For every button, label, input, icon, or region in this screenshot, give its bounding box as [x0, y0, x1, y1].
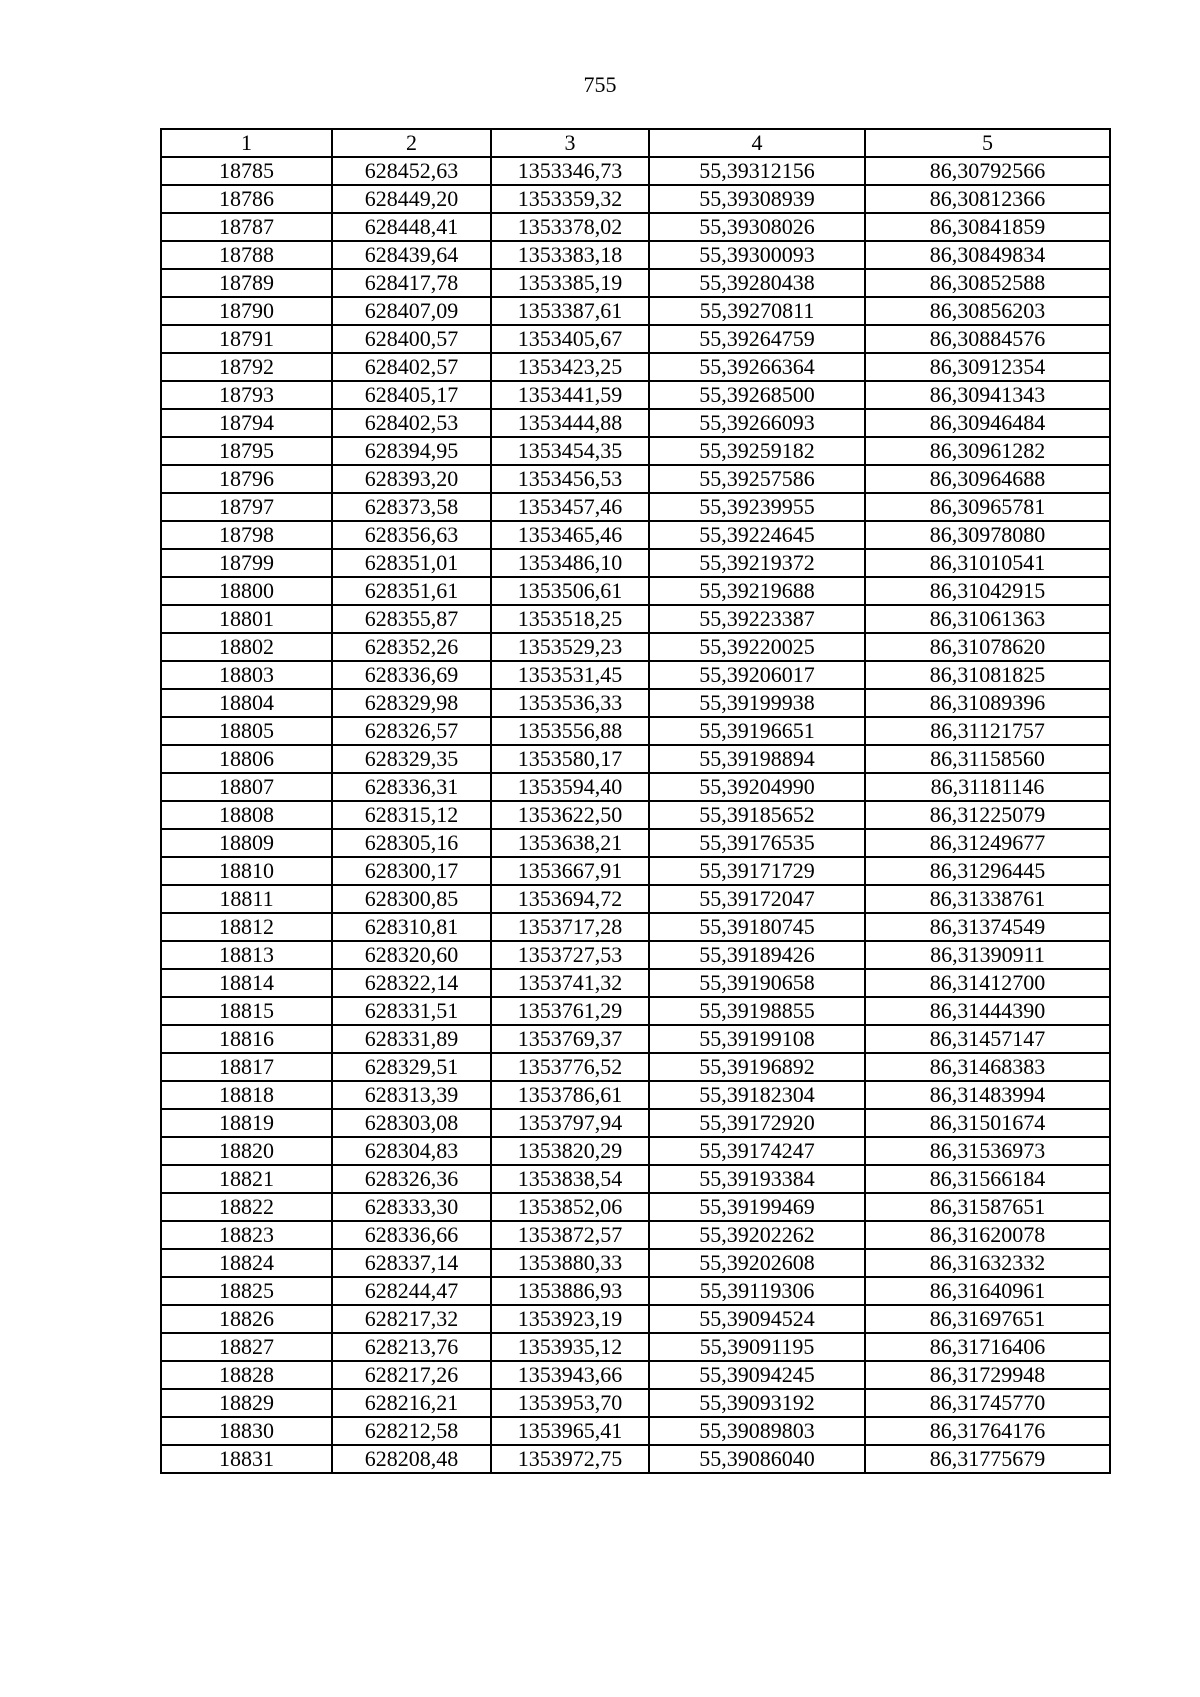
table-row: [161, 157, 1110, 185]
cell-longitude: 86,31158560: [865, 745, 1110, 773]
cell-longitude: 86,31729948: [865, 1361, 1110, 1389]
cell-latitude: 55,39259182: [649, 437, 865, 465]
table-row: [161, 437, 1110, 465]
cell-latitude: 55,39264759: [649, 325, 865, 353]
cell-longitude: 86,30941343: [865, 381, 1110, 409]
cell-longitude: 86,31716406: [865, 1333, 1110, 1361]
table-row: [161, 1193, 1110, 1221]
cell-x: 628208,48: [332, 1445, 491, 1473]
cell-latitude: 55,39224645: [649, 521, 865, 549]
cell-latitude: 55,39189426: [649, 941, 865, 969]
table-row: [161, 1165, 1110, 1193]
cell-y: 1353536,33: [491, 689, 649, 717]
cell-point-number: 18828: [161, 1361, 332, 1389]
cell-y: 1353441,59: [491, 381, 649, 409]
cell-point-number: 18821: [161, 1165, 332, 1193]
cell-y: 1353786,61: [491, 1081, 649, 1109]
cell-point-number: 18830: [161, 1417, 332, 1445]
cell-x: 628244,47: [332, 1277, 491, 1305]
cell-latitude: 55,39239955: [649, 493, 865, 521]
cell-point-number: 18818: [161, 1081, 332, 1109]
cell-longitude: 86,31587651: [865, 1193, 1110, 1221]
cell-point-number: 18787: [161, 213, 332, 241]
table-row: [161, 857, 1110, 885]
cell-x: 628326,36: [332, 1165, 491, 1193]
cell-x: 628329,35: [332, 745, 491, 773]
cell-point-number: 18790: [161, 297, 332, 325]
cell-y: 1353923,19: [491, 1305, 649, 1333]
cell-latitude: 55,39308026: [649, 213, 865, 241]
cell-y: 1353761,29: [491, 997, 649, 1025]
table-row: [161, 773, 1110, 801]
cell-longitude: 86,31181146: [865, 773, 1110, 801]
cell-x: 628331,51: [332, 997, 491, 1025]
cell-y: 1353580,17: [491, 745, 649, 773]
cell-longitude: 86,31081825: [865, 661, 1110, 689]
cell-x: 628393,20: [332, 465, 491, 493]
table-row: [161, 1445, 1110, 1473]
cell-point-number: 18820: [161, 1137, 332, 1165]
cell-longitude: 86,31089396: [865, 689, 1110, 717]
column-header: 1: [161, 129, 332, 157]
cell-latitude: 55,39176535: [649, 829, 865, 857]
table-row: [161, 829, 1110, 857]
cell-x: 628217,26: [332, 1361, 491, 1389]
table-row: [161, 913, 1110, 941]
cell-y: 1353776,52: [491, 1053, 649, 1081]
cell-x: 628331,89: [332, 1025, 491, 1053]
table-row: [161, 745, 1110, 773]
table-row: [161, 1109, 1110, 1137]
cell-point-number: 18798: [161, 521, 332, 549]
table-row: [161, 381, 1110, 409]
cell-latitude: 55,39300093: [649, 241, 865, 269]
cell-x: 628356,63: [332, 521, 491, 549]
cell-latitude: 55,39220025: [649, 633, 865, 661]
cell-point-number: 18794: [161, 409, 332, 437]
cell-longitude: 86,31483994: [865, 1081, 1110, 1109]
cell-latitude: 55,39257586: [649, 465, 865, 493]
table-row: [161, 185, 1110, 213]
cell-latitude: 55,39172920: [649, 1109, 865, 1137]
coordinates-table: [160, 128, 1111, 1474]
cell-y: 1353727,53: [491, 941, 649, 969]
cell-latitude: 55,39266093: [649, 409, 865, 437]
table-header-row: [161, 129, 1110, 157]
cell-point-number: 18806: [161, 745, 332, 773]
cell-latitude: 55,39094245: [649, 1361, 865, 1389]
table-row: [161, 661, 1110, 689]
cell-latitude: 55,39172047: [649, 885, 865, 913]
cell-longitude: 86,31468383: [865, 1053, 1110, 1081]
cell-latitude: 55,39171729: [649, 857, 865, 885]
cell-longitude: 86,31775679: [865, 1445, 1110, 1473]
cell-x: 628300,85: [332, 885, 491, 913]
cell-longitude: 86,30912354: [865, 353, 1110, 381]
cell-y: 1353943,66: [491, 1361, 649, 1389]
cell-longitude: 86,31121757: [865, 717, 1110, 745]
cell-x: 628400,57: [332, 325, 491, 353]
cell-latitude: 55,39119306: [649, 1277, 865, 1305]
cell-longitude: 86,30841859: [865, 213, 1110, 241]
table-row: [161, 1053, 1110, 1081]
cell-x: 628304,83: [332, 1137, 491, 1165]
cell-longitude: 86,31566184: [865, 1165, 1110, 1193]
cell-x: 628337,14: [332, 1249, 491, 1277]
cell-point-number: 18814: [161, 969, 332, 997]
table-row: [161, 213, 1110, 241]
cell-x: 628303,08: [332, 1109, 491, 1137]
cell-y: 1353506,61: [491, 577, 649, 605]
cell-longitude: 86,31010541: [865, 549, 1110, 577]
cell-longitude: 86,31745770: [865, 1389, 1110, 1417]
cell-longitude: 86,30965781: [865, 493, 1110, 521]
cell-x: 628407,09: [332, 297, 491, 325]
cell-x: 628300,17: [332, 857, 491, 885]
cell-point-number: 18813: [161, 941, 332, 969]
cell-latitude: 55,39312156: [649, 157, 865, 185]
cell-latitude: 55,39198894: [649, 745, 865, 773]
table-row: [161, 521, 1110, 549]
cell-point-number: 18786: [161, 185, 332, 213]
cell-x: 628402,57: [332, 353, 491, 381]
table-row: [161, 297, 1110, 325]
table-row: [161, 241, 1110, 269]
table-row: [161, 885, 1110, 913]
table-row: [161, 1221, 1110, 1249]
cell-latitude: 55,39219372: [649, 549, 865, 577]
cell-x: 628352,26: [332, 633, 491, 661]
cell-y: 1353667,91: [491, 857, 649, 885]
cell-y: 1353346,73: [491, 157, 649, 185]
cell-y: 1353387,61: [491, 297, 649, 325]
cell-point-number: 18795: [161, 437, 332, 465]
cell-longitude: 86,31249677: [865, 829, 1110, 857]
cell-latitude: 55,39091195: [649, 1333, 865, 1361]
cell-point-number: 18810: [161, 857, 332, 885]
cell-y: 1353769,37: [491, 1025, 649, 1053]
cell-x: 628351,01: [332, 549, 491, 577]
cell-x: 628402,53: [332, 409, 491, 437]
cell-point-number: 18824: [161, 1249, 332, 1277]
page-number: 755: [583, 72, 617, 97]
cell-longitude: 86,30884576: [865, 325, 1110, 353]
cell-longitude: 86,30812366: [865, 185, 1110, 213]
cell-latitude: 55,39202608: [649, 1249, 865, 1277]
cell-y: 1353965,41: [491, 1417, 649, 1445]
cell-x: 628452,63: [332, 157, 491, 185]
cell-longitude: 86,31640961: [865, 1277, 1110, 1305]
cell-y: 1353456,53: [491, 465, 649, 493]
table-row: [161, 1417, 1110, 1445]
table-row: [161, 325, 1110, 353]
cell-point-number: 18823: [161, 1221, 332, 1249]
cell-point-number: 18819: [161, 1109, 332, 1137]
cell-point-number: 18831: [161, 1445, 332, 1473]
cell-latitude: 55,39193384: [649, 1165, 865, 1193]
cell-point-number: 18801: [161, 605, 332, 633]
table-row: [161, 1081, 1110, 1109]
column-header: 5: [865, 129, 1110, 157]
cell-longitude: 86,31078620: [865, 633, 1110, 661]
cell-latitude: 55,39266364: [649, 353, 865, 381]
cell-latitude: 55,39219688: [649, 577, 865, 605]
cell-latitude: 55,39308939: [649, 185, 865, 213]
cell-x: 628313,39: [332, 1081, 491, 1109]
table-row: [161, 1389, 1110, 1417]
column-header: 4: [649, 129, 865, 157]
cell-x: 628351,61: [332, 577, 491, 605]
cell-y: 1353872,57: [491, 1221, 649, 1249]
column-header: 2: [332, 129, 491, 157]
cell-longitude: 86,30792566: [865, 157, 1110, 185]
cell-y: 1353444,88: [491, 409, 649, 437]
cell-longitude: 86,31697651: [865, 1305, 1110, 1333]
cell-latitude: 55,39199938: [649, 689, 865, 717]
table-row: [161, 1025, 1110, 1053]
table-row: [161, 997, 1110, 1025]
cell-x: 628336,31: [332, 773, 491, 801]
cell-y: 1353465,46: [491, 521, 649, 549]
cell-x: 628417,78: [332, 269, 491, 297]
table-row: [161, 577, 1110, 605]
cell-latitude: 55,39198855: [649, 997, 865, 1025]
cell-y: 1353423,25: [491, 353, 649, 381]
cell-longitude: 86,30978080: [865, 521, 1110, 549]
cell-longitude: 86,31620078: [865, 1221, 1110, 1249]
cell-x: 628329,98: [332, 689, 491, 717]
table-row: [161, 493, 1110, 521]
cell-y: 1353518,25: [491, 605, 649, 633]
cell-point-number: 18796: [161, 465, 332, 493]
cell-x: 628394,95: [332, 437, 491, 465]
cell-point-number: 18789: [161, 269, 332, 297]
cell-longitude: 86,30856203: [865, 297, 1110, 325]
cell-point-number: 18797: [161, 493, 332, 521]
cell-latitude: 55,39185652: [649, 801, 865, 829]
cell-longitude: 86,30946484: [865, 409, 1110, 437]
cell-y: 1353972,75: [491, 1445, 649, 1473]
cell-y: 1353531,45: [491, 661, 649, 689]
table-row: [161, 1305, 1110, 1333]
cell-latitude: 55,39190658: [649, 969, 865, 997]
cell-longitude: 86,31061363: [865, 605, 1110, 633]
table-row: [161, 969, 1110, 997]
cell-latitude: 55,39093192: [649, 1389, 865, 1417]
cell-point-number: 18812: [161, 913, 332, 941]
cell-y: 1353457,46: [491, 493, 649, 521]
cell-y: 1353953,70: [491, 1389, 649, 1417]
table-row: [161, 605, 1110, 633]
cell-point-number: 18799: [161, 549, 332, 577]
cell-y: 1353378,02: [491, 213, 649, 241]
cell-point-number: 18826: [161, 1305, 332, 1333]
cell-latitude: 55,39202262: [649, 1221, 865, 1249]
cell-x: 628439,64: [332, 241, 491, 269]
cell-x: 628320,60: [332, 941, 491, 969]
cell-point-number: 18809: [161, 829, 332, 857]
cell-y: 1353529,23: [491, 633, 649, 661]
cell-y: 1353638,21: [491, 829, 649, 857]
cell-latitude: 55,39174247: [649, 1137, 865, 1165]
cell-longitude: 86,31225079: [865, 801, 1110, 829]
cell-y: 1353797,94: [491, 1109, 649, 1137]
cell-latitude: 55,39268500: [649, 381, 865, 409]
cell-longitude: 86,31390911: [865, 941, 1110, 969]
cell-point-number: 18805: [161, 717, 332, 745]
column-header: 3: [491, 129, 649, 157]
cell-y: 1353359,32: [491, 185, 649, 213]
cell-longitude: 86,31296445: [865, 857, 1110, 885]
cell-latitude: 55,39086040: [649, 1445, 865, 1473]
cell-latitude: 55,39223387: [649, 605, 865, 633]
cell-latitude: 55,39196892: [649, 1053, 865, 1081]
cell-latitude: 55,39094524: [649, 1305, 865, 1333]
cell-latitude: 55,39182304: [649, 1081, 865, 1109]
cell-point-number: 18815: [161, 997, 332, 1025]
cell-y: 1353622,50: [491, 801, 649, 829]
cell-y: 1353383,18: [491, 241, 649, 269]
cell-longitude: 86,31457147: [865, 1025, 1110, 1053]
cell-x: 628449,20: [332, 185, 491, 213]
cell-point-number: 18785: [161, 157, 332, 185]
cell-point-number: 18791: [161, 325, 332, 353]
cell-x: 628315,12: [332, 801, 491, 829]
cell-x: 628310,81: [332, 913, 491, 941]
table-row: [161, 689, 1110, 717]
cell-point-number: 18788: [161, 241, 332, 269]
cell-point-number: 18808: [161, 801, 332, 829]
cell-longitude: 86,31412700: [865, 969, 1110, 997]
table-row: [161, 353, 1110, 381]
cell-point-number: 18825: [161, 1277, 332, 1305]
table-row: [161, 465, 1110, 493]
cell-y: 1353694,72: [491, 885, 649, 913]
table-row: [161, 633, 1110, 661]
cell-point-number: 18804: [161, 689, 332, 717]
coordinates-table-body: [161, 129, 1110, 1473]
cell-y: 1353717,28: [491, 913, 649, 941]
cell-latitude: 55,39204990: [649, 773, 865, 801]
cell-point-number: 18827: [161, 1333, 332, 1361]
cell-latitude: 55,39270811: [649, 297, 865, 325]
cell-latitude: 55,39196651: [649, 717, 865, 745]
cell-longitude: 86,30961282: [865, 437, 1110, 465]
cell-y: 1353820,29: [491, 1137, 649, 1165]
cell-x: 628448,41: [332, 213, 491, 241]
cell-latitude: 55,39180745: [649, 913, 865, 941]
cell-x: 628322,14: [332, 969, 491, 997]
cell-point-number: 18829: [161, 1389, 332, 1417]
cell-y: 1353486,10: [491, 549, 649, 577]
cell-latitude: 55,39089803: [649, 1417, 865, 1445]
table-row: [161, 1277, 1110, 1305]
cell-y: 1353385,19: [491, 269, 649, 297]
cell-point-number: 18807: [161, 773, 332, 801]
cell-latitude: 55,39280438: [649, 269, 865, 297]
table-row: [161, 1137, 1110, 1165]
table-row: [161, 409, 1110, 437]
cell-x: 628336,66: [332, 1221, 491, 1249]
cell-y: 1353880,33: [491, 1249, 649, 1277]
cell-x: 628329,51: [332, 1053, 491, 1081]
table-row: [161, 801, 1110, 829]
cell-longitude: 86,31632332: [865, 1249, 1110, 1277]
cell-x: 628355,87: [332, 605, 491, 633]
cell-x: 628213,76: [332, 1333, 491, 1361]
cell-point-number: 18802: [161, 633, 332, 661]
cell-y: 1353556,88: [491, 717, 649, 745]
table-row: [161, 269, 1110, 297]
cell-point-number: 18816: [161, 1025, 332, 1053]
cell-point-number: 18793: [161, 381, 332, 409]
table-row: [161, 1249, 1110, 1277]
cell-x: 628216,21: [332, 1389, 491, 1417]
cell-longitude: 86,31374549: [865, 913, 1110, 941]
cell-y: 1353852,06: [491, 1193, 649, 1221]
table-row: [161, 941, 1110, 969]
cell-x: 628326,57: [332, 717, 491, 745]
cell-y: 1353454,35: [491, 437, 649, 465]
cell-x: 628336,69: [332, 661, 491, 689]
cell-point-number: 18811: [161, 885, 332, 913]
cell-longitude: 86,31444390: [865, 997, 1110, 1025]
cell-point-number: 18792: [161, 353, 332, 381]
cell-longitude: 86,31042915: [865, 577, 1110, 605]
cell-x: 628373,58: [332, 493, 491, 521]
cell-point-number: 18803: [161, 661, 332, 689]
cell-y: 1353594,40: [491, 773, 649, 801]
cell-longitude: 86,30852588: [865, 269, 1110, 297]
cell-latitude: 55,39199108: [649, 1025, 865, 1053]
cell-longitude: 86,30849834: [865, 241, 1110, 269]
cell-longitude: 86,31501674: [865, 1109, 1110, 1137]
cell-point-number: 18817: [161, 1053, 332, 1081]
table-row: [161, 549, 1110, 577]
cell-x: 628212,58: [332, 1417, 491, 1445]
cell-y: 1353741,32: [491, 969, 649, 997]
cell-x: 628333,30: [332, 1193, 491, 1221]
cell-point-number: 18822: [161, 1193, 332, 1221]
cell-y: 1353838,54: [491, 1165, 649, 1193]
table-row: [161, 717, 1110, 745]
cell-x: 628305,16: [332, 829, 491, 857]
cell-longitude: 86,31536973: [865, 1137, 1110, 1165]
cell-y: 1353935,12: [491, 1333, 649, 1361]
cell-latitude: 55,39206017: [649, 661, 865, 689]
table-row: [161, 1361, 1110, 1389]
cell-y: 1353405,67: [491, 325, 649, 353]
cell-latitude: 55,39199469: [649, 1193, 865, 1221]
cell-y: 1353886,93: [491, 1277, 649, 1305]
cell-longitude: 86,31338761: [865, 885, 1110, 913]
table-row: [161, 1333, 1110, 1361]
cell-longitude: 86,30964688: [865, 465, 1110, 493]
cell-point-number: 18800: [161, 577, 332, 605]
cell-longitude: 86,31764176: [865, 1417, 1110, 1445]
cell-x: 628405,17: [332, 381, 491, 409]
cell-x: 628217,32: [332, 1305, 491, 1333]
